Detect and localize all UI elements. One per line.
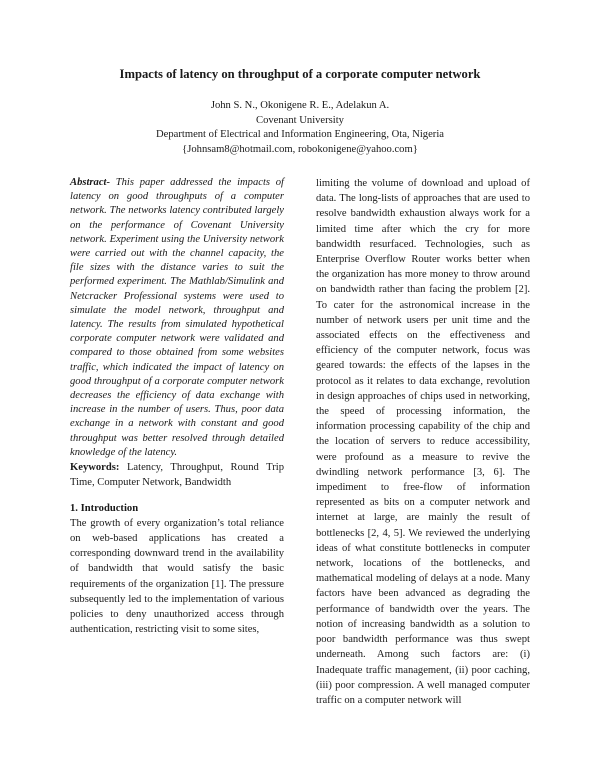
- abstract-text: This paper addressed the impacts of latency on good throughputs of a computer network. The networks latency contributed largely on the performance of Covenant University network. Experiment using the University network were carried out with the channel capacity, the file sizes with the distance varies to suit the performed experiment. The Mathlab/Simulink and Netcracker Professional systems were used to simulate the model network, throughput and latency. The results from simulated hypothetical corporate computer network were validated and compared to those obtained from some websites traffic, which indicated the impact of latency on good throughput of a corporate computer network decreases the efficiency of data exchange with increase in the number of users. Thus, poor data exchange in a network with constant and good throughput was better resolved through detailed knowledge of the latency.: [70, 177, 284, 458]
- author-block: [40, 99, 560, 157]
- author-emails: {Johnsam8@hotmail.com, robokonigene@yahoo.com}: [182, 143, 418, 155]
- section-heading-introduction: 1. Introduction: [70, 502, 139, 514]
- keywords: [70, 460, 284, 491]
- keywords-text: Latency, Throughput, Round Trip Time, Computer Network, Bandwidth: [70, 462, 284, 489]
- introduction-paragraph: The growth of every organization’s total reliance on web-based applications has created a corresponding downward trend in the availability of bandwidth that would satisfy the basic requirements of the organization [1]. The pressure subsequently led to the implementation of various policies to deny unauthorized access through authentication, restricting visit to some sites,: [70, 517, 284, 636]
- author-university: Covenant University: [256, 114, 344, 126]
- abstract-label: Abstract-: [70, 177, 111, 188]
- author-names: John S. N., Okonigene R. E., Adelakun A.: [210, 100, 390, 111]
- left-column: [70, 176, 284, 638]
- abstract-paragraph: [70, 176, 284, 460]
- right-column-paragraph: limiting the volume of download and upload of data. The long-lists of approaches that are used to resolve bandwidth exhaustion always work for a limited time after which the cry for more bandwidth resurfaced. Technologies, such as Enterprise Overflow Router works better when the organization has more money to throw around on bandwidth rather than facing the problem [2]. To cater for the astronomical increase in the number of network users per unit time and the associated effects on the effectiveness and efficiency of the computer network, focus was geared towards: the effects of the lapses in the protocol as it relates to data exchange, revolution in design approaches of chips used in networking, the speed of processing information, the information processing capability of the chip and the location of servers to reduce accessibility, were profound as a measure to revive the dwindling network performance [3, 6]. The impediment to free-flow of information represented as bits on a computer network and internet at large, are mainly the result of bottlenecks [2, 4, 5]. We reviewed the underlying ideas of what constitute bottlenecks in computer network, locations of the bottlenecks, and mathematical modeling of delays at a node. Many factors have been advanced as degrading the performance of bandwidth over the years. The notion of increasing bandwidth as a solution to poor bandwidth performance was thus swept underneath. Among such factors are: (i) Inadequate traffic management, (ii) poor caching, (iii) poor compression. A well managed computer traffic on a computer network will: [316, 178, 530, 706]
- author-department: Department of Electrical and Information Engineering, Ota, Nigeria: [156, 129, 444, 141]
- right-column: [316, 176, 530, 708]
- paper-title: Impacts of latency on throughput of a corporate computer network: [119, 67, 481, 81]
- keywords-label: Keywords:: [70, 462, 120, 474]
- abstract: [70, 176, 284, 460]
